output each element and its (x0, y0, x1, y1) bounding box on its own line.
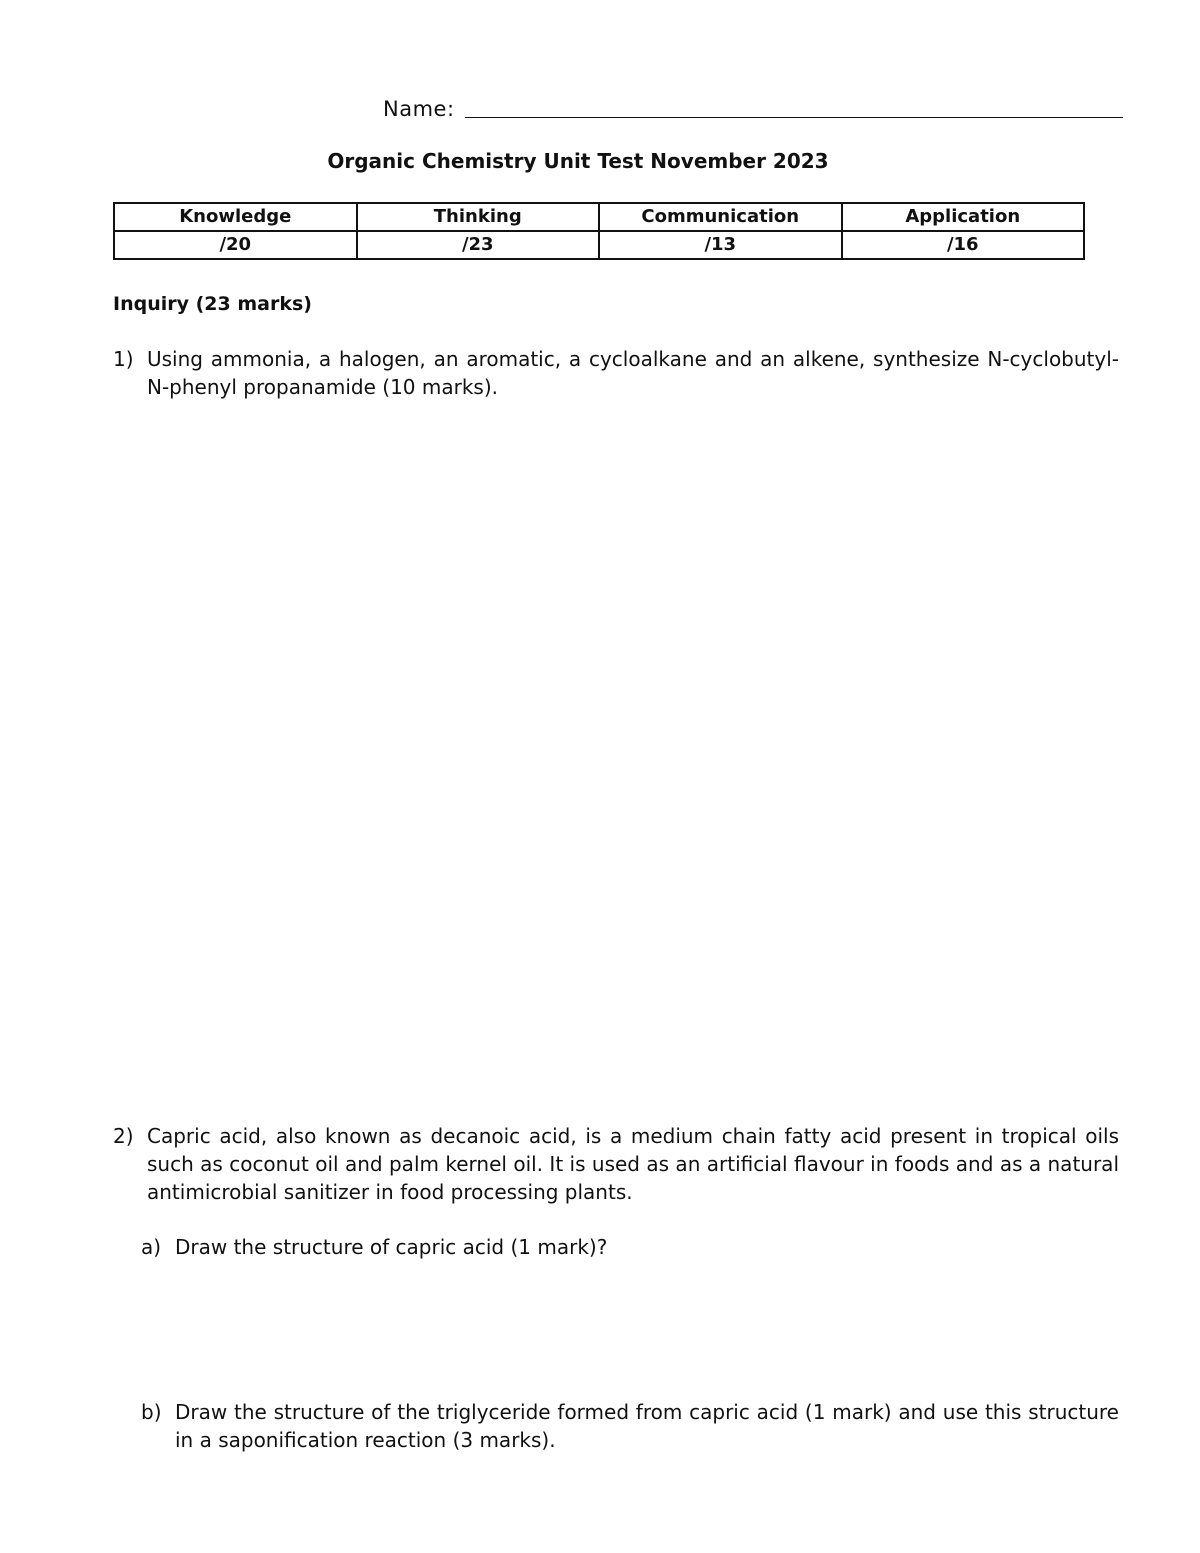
question-2b (141, 1398, 1119, 1454)
marks-header-thinking: Thinking (357, 203, 600, 231)
marks-value-thinking: /23 (357, 231, 600, 259)
marks-table-header-row (114, 203, 1084, 231)
question-2a-label: a) (141, 1235, 162, 1259)
question-2-text: Capric acid, also known as decanoic acid, is a medium chain fatty acid present in tropical oils such as coconut oil and palm kernel oil. It is used as an artificial flavour in foods and as a natural antimicrobial sanitizer in food processing plants. (147, 1124, 1119, 1204)
marks-header-communication: Communication (599, 203, 842, 231)
marks-table-value-row (114, 231, 1084, 259)
question-2a (141, 1233, 1119, 1261)
marks-header-application: Application (842, 203, 1085, 231)
question-2b-label: b) (141, 1400, 162, 1424)
question-2-number: 2) (113, 1124, 134, 1148)
marks-header-knowledge: Knowledge (114, 203, 357, 231)
marks-table (113, 202, 1085, 260)
question-1-text: Using ammonia, a halogen, an aromatic, a cycloalkane and an alkene, synthesize N-cyclobutyl-N-phenyl propanamide (10 marks). (147, 347, 1119, 399)
question-2b-text: Draw the structure of the triglyceride formed from capric acid (1 mark) and use this structure in a saponification reaction (3 marks). (175, 1400, 1119, 1452)
question-2a-text: Draw the structure of capric acid (1 mark)? (175, 1235, 608, 1259)
name-blank-line (465, 95, 1123, 118)
marks-value-application: /16 (842, 231, 1085, 259)
question-1 (113, 345, 1119, 401)
marks-value-communication: /13 (599, 231, 842, 259)
section-heading: Inquiry (23 marks) (113, 293, 312, 315)
marks-value-knowledge: /20 (114, 231, 357, 259)
name-label: Name: (383, 97, 455, 121)
name-row (383, 92, 1123, 122)
question-1-number: 1) (113, 347, 134, 371)
question-2 (113, 1122, 1119, 1206)
page-title: Organic Chemistry Unit Test November 2023 (327, 149, 829, 173)
